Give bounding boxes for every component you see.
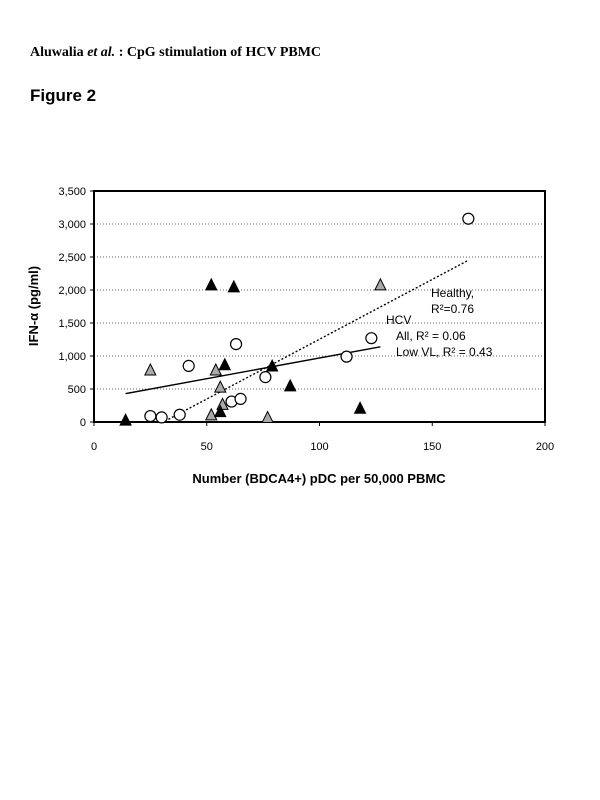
circle-point	[231, 339, 242, 350]
circle-point	[463, 213, 474, 224]
annotation-lowvl-r2: Low VL, R² = 0.43	[396, 345, 493, 359]
black-triangle-point	[206, 279, 217, 290]
y-tick-label: 1,000	[58, 351, 86, 363]
axes-layer	[58, 186, 554, 453]
circle-point	[235, 393, 246, 404]
x-tick-label: 200	[535, 441, 555, 453]
black-triangle-point	[285, 380, 296, 391]
gray-triangle-point	[375, 279, 386, 290]
data-points	[120, 213, 474, 425]
circle-point	[260, 372, 271, 383]
x-tick-label: 150	[423, 441, 442, 453]
circle-point	[183, 360, 194, 371]
header-authors: Aluwalia	[30, 45, 84, 60]
black-triangle-point	[228, 281, 239, 292]
circle-point	[174, 409, 185, 420]
x-tick-label: 50	[200, 441, 213, 453]
figure-label: Figure 2	[30, 86, 97, 105]
x-tick-label: 100	[310, 441, 329, 453]
y-tick-label: 500	[67, 384, 86, 396]
annotation-healthy: Healthy,	[431, 286, 475, 300]
y-tick-label: 3,500	[58, 186, 86, 198]
x-tick-label: 0	[90, 441, 98, 453]
y-tick-label: 1,500	[58, 318, 86, 330]
grid-layer	[94, 224, 545, 389]
black-triangle-point	[219, 359, 230, 370]
gray-triangle-point	[145, 364, 156, 375]
header-etal: et al.	[87, 45, 116, 60]
y-axis-label: IFN-α (pg/ml)	[26, 265, 41, 347]
circle-point	[145, 411, 156, 422]
gray-triangle-point	[206, 409, 217, 420]
annotation-healthy-r2: R²=0.76	[431, 302, 475, 316]
circle-point	[341, 351, 352, 362]
y-tick-label: 2,500	[58, 252, 86, 264]
x-axis-label: Number (BDCA4+) pDC per 50,000 PBMC	[192, 471, 446, 486]
annotation-hcv: HCV	[386, 313, 412, 327]
gray-triangle-point	[262, 412, 273, 423]
gray-triangle-point	[215, 381, 226, 392]
header-title: : CpG stimulation of HCV PBMC	[118, 45, 322, 60]
y-tick-label: 2,000	[58, 285, 86, 297]
annotation-all-r2: All, R² = 0.06	[396, 329, 466, 343]
black-triangle-point	[120, 414, 131, 425]
y-tick-label: 3,000	[58, 219, 86, 231]
black-triangle-point	[355, 402, 366, 413]
circle-point	[366, 333, 377, 344]
y-tick-label: 0	[79, 417, 86, 429]
circle-point	[156, 412, 167, 423]
